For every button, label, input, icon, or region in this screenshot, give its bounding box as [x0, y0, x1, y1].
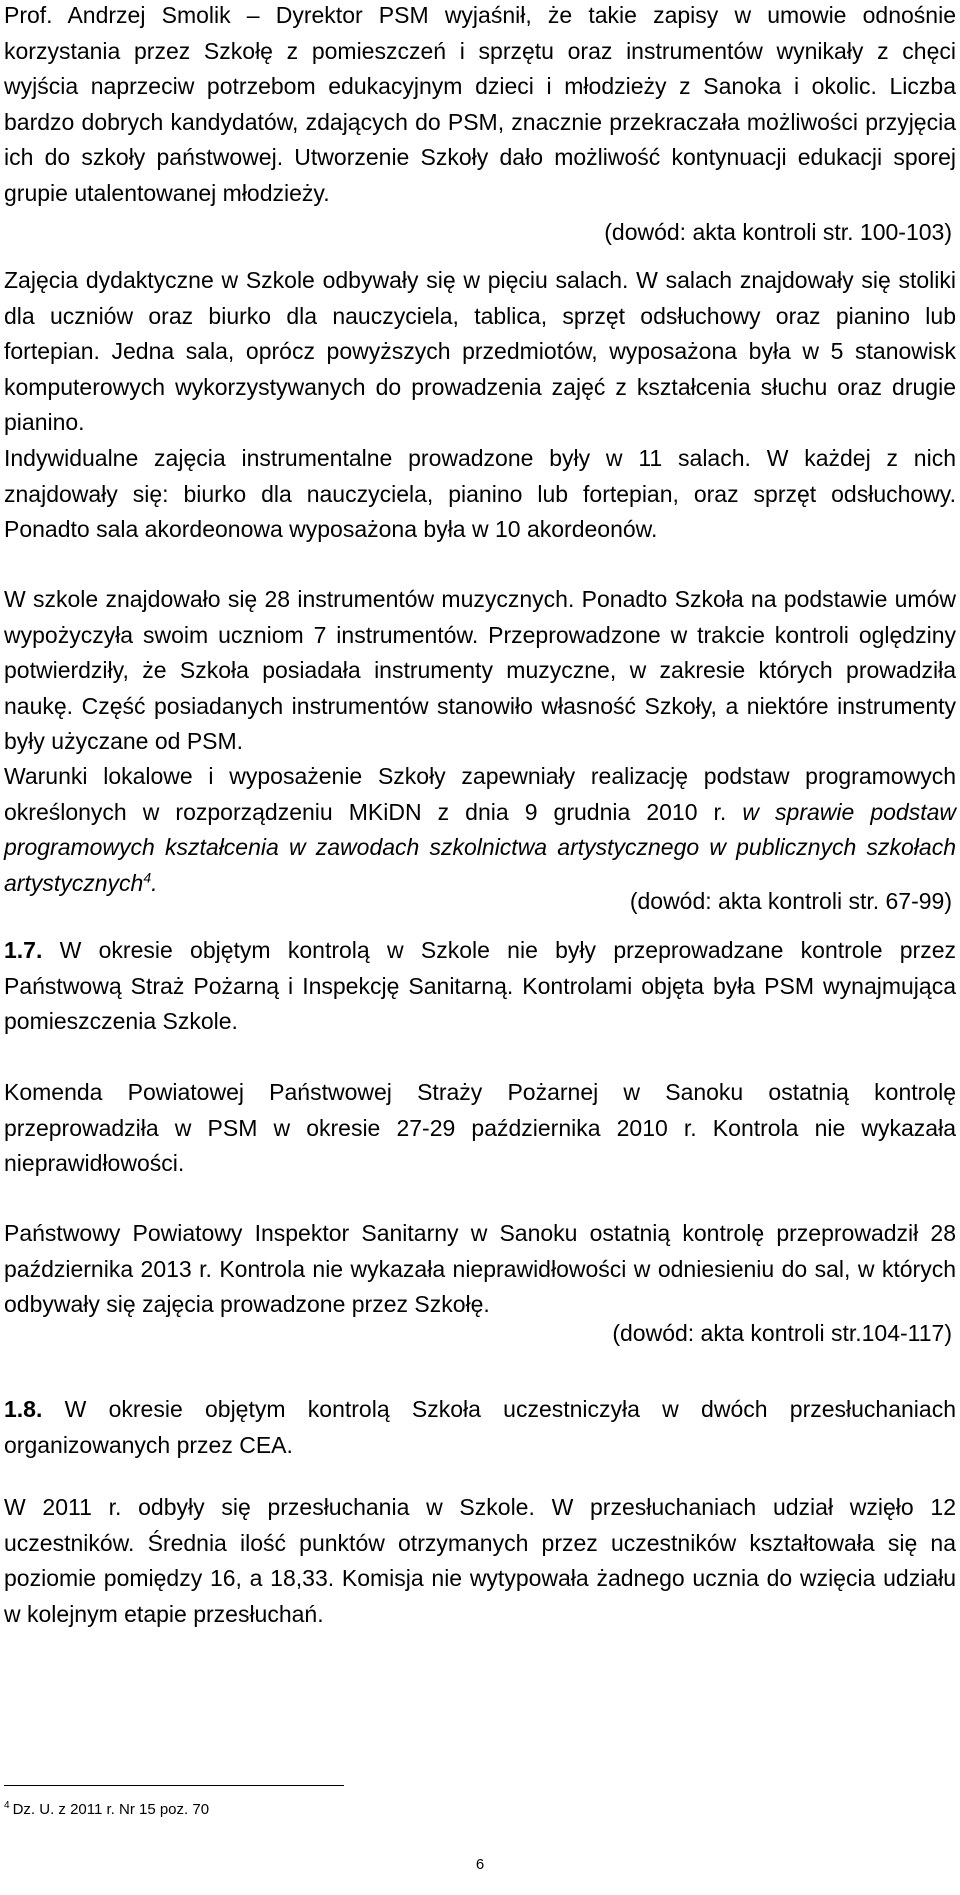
paragraph-director-explanation: Prof. Andrzej Smolik – Dyrektor PSM wyjaśnił, że takie zapisy w umowie odnośnie korzystania przez Szkołę z pomieszczeń i sprzętu oraz instrumentów wynikały z chęci wyjścia naprzeciw potrzebom edukacyjnym dzieci i młodzieży z Sanoka i okolic. Liczba bardzo dobrych kandydatów, zdających do PSM, znacznie przekraczała możliwości przyjęcia ich do szkoły państwowej. Utworzenie Szkoły dało możliwość kontynuacji edukacji sporej grupie utalentowanej młodzieży. — [4, 2, 956, 206]
paragraph-classrooms: Zajęcia dydaktyczne w Szkole odbywały się w pięciu salach. W salach znajdowały się stoliki dla uczniów oraz biurko dla nauczyciela, tablica, sprzęt odsłuchowy oraz pianino lub fortepian. Jedna sala, oprócz powyższych przedmiotów, wyposażona była w 5 stanowisk komputerowych wykorzystywanych do prowadzenia zajęć z kształcenia słuchu oraz drugie pianino. — [4, 267, 956, 435]
section-number-1-7: 1.7. — [4, 937, 43, 963]
section-1-8-text: W okresie objętym kontrolą Szkoła uczestniczyła w dwóch przesłuchaniach organizowanych przez CEA. — [4, 1396, 956, 1458]
evidence-reference-2: (dowód: akta kontroli str. 67-99) — [629, 888, 952, 914]
page-number: 6 — [475, 1856, 485, 1873]
regulation-title: w sprawie podstaw programowych kształcenia w zawodach szkolnictwa artystycznego w publicznych szkołach artystycznych — [4, 798, 957, 896]
footnote — [4, 1800, 209, 1820]
section-number-1-8: 1.8. — [4, 1396, 43, 1422]
footnote-reference: 4 — [143, 868, 152, 885]
paragraph-instruments: W szkole znajdowało się 28 instrumentów muzycznych. Ponadto Szkoła na podstawie umów wypożyczyła swoim uczniom 7 instrumentów. Przeprowadzone w trakcie kontroli oględziny potwierdziły, że Szkoła posiadała instrumenty muzyczne, w zakresie których prowadziła naukę. Część posiadanych instrumentów stanowiło własność Szkoły, a niektóre instrumenty były użyczane od PSM. — [4, 586, 956, 754]
paragraph-premises-conditions — [4, 759, 956, 901]
evidence-reference-3: (dowód: akta kontroli str.104-117) — [612, 1320, 952, 1346]
regulation-title-end: . — [151, 869, 158, 896]
paragraph-individual-lessons: Indywidualne zajęcia instrumentalne prowadzone były w 11 salach. W każdej z nich znajdowały się: biurko dla nauczyciela, pianino lub fortepian, oraz sprzęt odsłuchowy. Ponadto sala akordeonowa wyposażona była w 10 akordeonów. — [4, 445, 956, 542]
paragraph-sanitary-inspection: Państwowy Powiatowy Inspektor Sanitarny w Sanoku ostatnią kontrolę przeprowadził 28 października 2013 r. Kontrola nie wykazała nieprawidłowości w odniesieniu do sal, w których odbywały się zajęcia prowadzone przez Szkołę. — [4, 1220, 956, 1317]
section-1-7-text: W okresie objętym kontrolą w Szkole nie były przeprowadzane kontrole przez Państwową Straż Pożarną i Inspekcję Sanitarną. Kontrolami objęta była PSM wynajmująca pomieszczenia Szkole. — [4, 937, 956, 1034]
footnote-mark: 4 — [4, 1800, 10, 1811]
section-1-7 — [4, 933, 956, 1040]
footnote-divider — [4, 1785, 344, 1786]
section-1-8 — [4, 1392, 956, 1463]
paragraph-auditions-2011: W 2011 r. odbyły się przesłuchania w Szkole. W przesłuchaniach udział wzięło 12 uczestników. Średnia ilość punktów otrzymanych przez uczestników kształtowała się na poziomie pomiędzy 16, a 18,33. Komisja nie wytypowała żadnego ucznia do wzięcia udziału w kolejnym etapie przesłuchań. — [4, 1494, 956, 1627]
footnote-text: Dz. U. z 2011 r. Nr 15 poz. 70 — [12, 1801, 210, 1818]
paragraph-fire-inspection: Komenda Powiatowej Państwowej Straży Pożarnej w Sanoku ostatnią kontrolę przeprowadziła w PSM w okresie 27-29 października 2010 r. Kontrola nie wykazała nieprawidłowości. — [4, 1079, 956, 1176]
evidence-reference-1: (dowód: akta kontroli str. 100-103) — [604, 219, 952, 245]
paragraph-premises-text: Warunki lokalowe i wyposażenie Szkoły zapewniały realizację podstaw programowych określonych w rozporządzeniu MKiDN z dnia 9 grudnia 2010 r. — [4, 763, 956, 825]
